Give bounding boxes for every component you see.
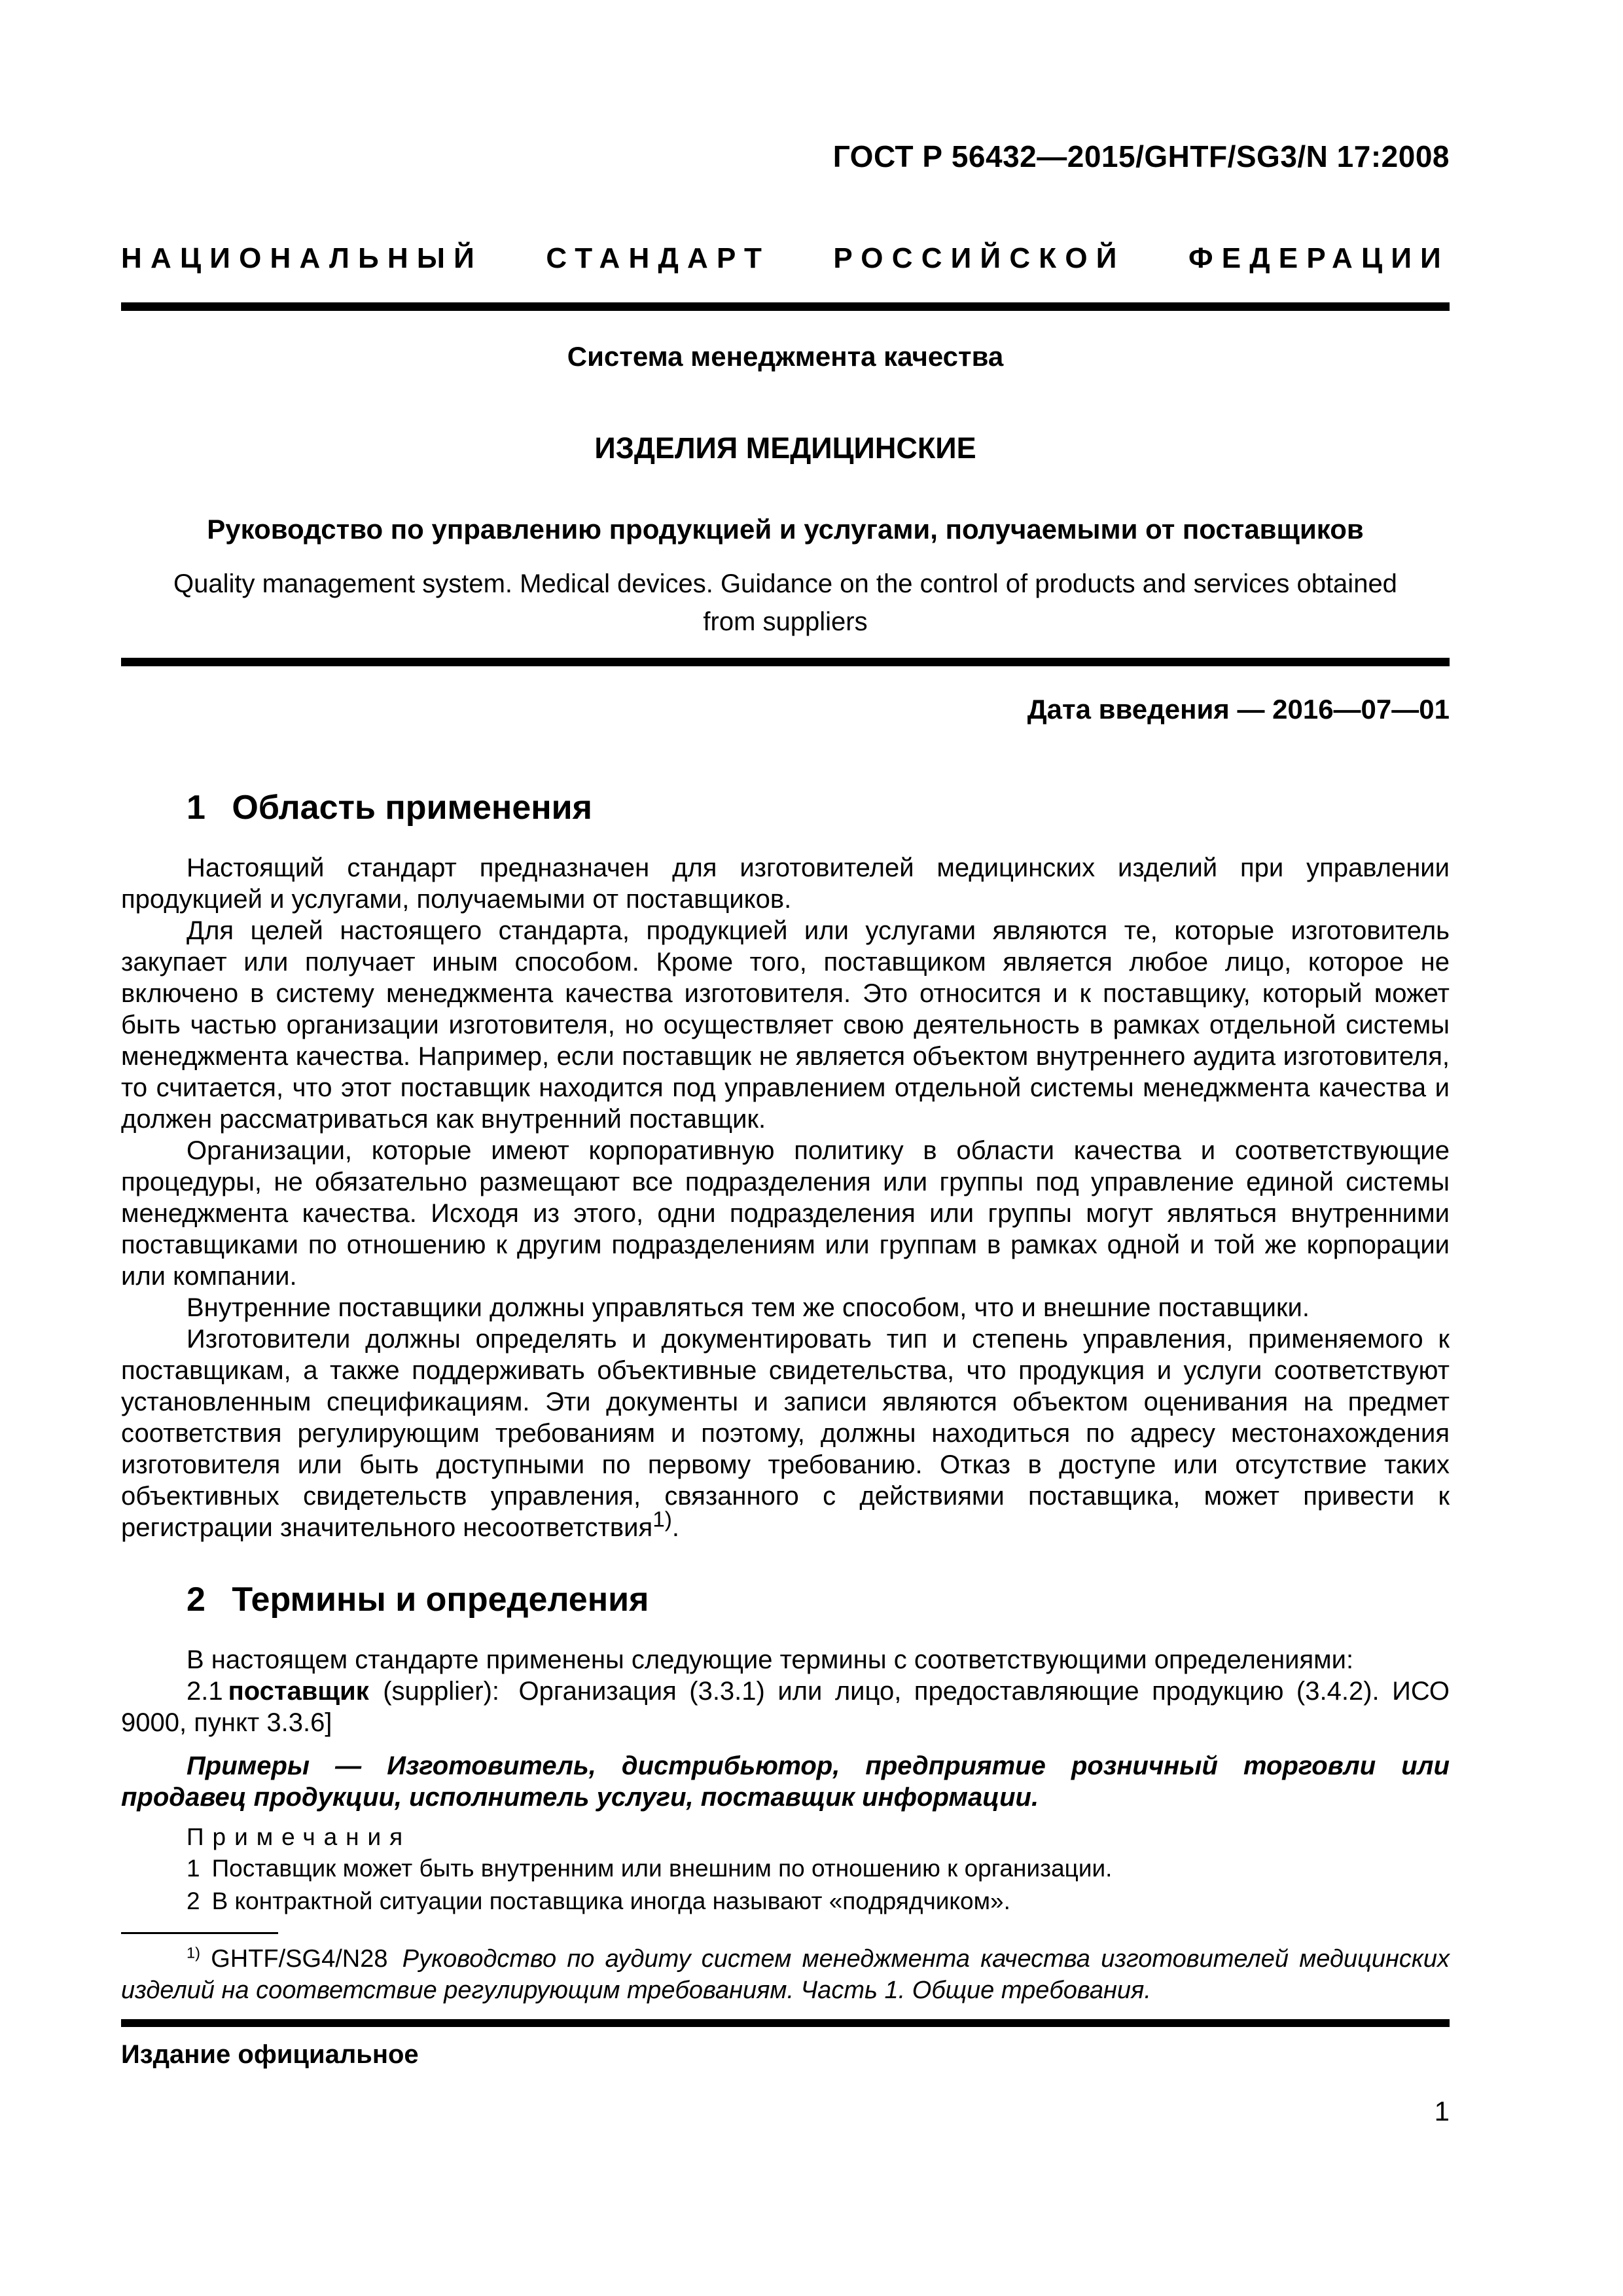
banner-word: ФЕДЕРАЦИИ: [1188, 242, 1450, 274]
note-text: Поставщик может быть внутренним или внешним по отношению к организации.: [211, 1855, 1113, 1882]
paragraph-text: Изготовители должны определять и документировать тип и степень управления, применяемого к поставщикам, а также поддерживать объективные свидетельства, что продукция и услуги соответствуют установленным спецификациям. Эти документы и записи являются объектом оценивания на предмет соответствия регулирующим требованиям и поэтому, должны находиться по адресу местонахождения изготовителя или быть доступными по первому требованию. Отказ в доступе или отсутствие таких объективных свидетельств управления, связанного с действиями поставщика, может привести к регистрации значительного несоответствия: [121, 1325, 1450, 1542]
section-1-paragraph: Настоящий стандарт предназначен для изготовителей медицинских изделий при управлении продукцией и услугами, получаемыми от поставщиков.: [121, 853, 1450, 914]
section-2-heading: [121, 1580, 1450, 1619]
term-english: (supplier):: [383, 1677, 500, 1706]
middle-rule: [121, 658, 1450, 666]
banner-word: СТАНДАРТ: [546, 242, 771, 274]
edition-note: Издание официальное: [121, 2040, 419, 2069]
footnote: [121, 1943, 1450, 2006]
bottom-rule: [121, 2019, 1450, 2027]
section-1-heading: [121, 788, 1450, 827]
page-number: 1: [1434, 2096, 1450, 2126]
footnote-ref: GHTF/SG4/N28: [211, 1945, 388, 1973]
footnote-divider: [121, 1932, 278, 1934]
term-name: поставщик: [228, 1677, 369, 1706]
banner-word: НАЦИОНАЛЬНЫЙ: [121, 242, 484, 274]
term-number: 2.1: [187, 1677, 223, 1706]
section-number: 1: [187, 789, 205, 827]
top-rule: [121, 302, 1450, 311]
section-title: Термины и определения: [232, 1581, 649, 1619]
main-title: ИЗДЕЛИЯ МЕДИЦИНСКИЕ: [594, 431, 976, 465]
footnote-text: Руководство по аудиту систем менеджмента качества изготовителей медицинских изделий на соответствие регулирующим требованиям. Часть 1. Общие требования.: [121, 1945, 1450, 2004]
section-1-paragraph: Организации, которые имеют корпоративную политику в области качества и соответствующие процедуры, не обязательно размещают все подразделения или группы под управление единой системы менеджмента качества. Исходя из этого, одни подразделения или группы могут являться внутренними поставщиками по отношению к другим подразделениям или группам в рамках одной и той же корпорации или компании.: [121, 1136, 1450, 1291]
banner-word: РОССИЙСКОЙ: [833, 242, 1126, 274]
section-1-paragraph: Внутренние поставщики должны управляться тем же способом, что и внешние поставщики.: [187, 1293, 1310, 1322]
note-number: 2: [187, 1888, 200, 1914]
footnote-reference-mark: 1): [652, 1507, 672, 1532]
paragraph-text: .: [671, 1513, 679, 1542]
english-title: Quality management system. Medical devices. Guidance on the control of products and services obtained from suppliers: [173, 569, 1397, 636]
examples-text: Примеры — Изготовитель, дистрибьютор, предприятие розничный торговли или продавец продукции, исполнитель услуги, поставщик информации.: [121, 1751, 1450, 1812]
section-1-paragraph: [121, 1323, 1450, 1543]
term-definition: [121, 1676, 1450, 1738]
section-1-paragraph: Для целей настоящего стандарта, продукцией или услугами являются те, которые изготовитель закупает или получает иным способом. Кроме того, поставщиком является любое лицо, которое не включено в систему менеджмента качества изготовителя. Это относится и к поставщику, который может быть частью организации изготовителя, но осуществляет свою деятельность в рамках отдельной системы менеджмента качества. Например, если поставщик не является объектом внутреннего аудита изготовителя, то считается, что этот поставщик находится под управлением отдельной системы менеджмента качества и должен рассматриваться как внутренний поставщик.: [121, 916, 1450, 1134]
section-title: Область применения: [232, 789, 592, 827]
subject-title: Система менеджмента качества: [567, 341, 1004, 372]
note-text: В контрактной ситуации поставщика иногда называют «подрядчиком».: [211, 1888, 1010, 1914]
note-number: 1: [187, 1855, 200, 1882]
terms-intro: В настоящем стандарте применены следующие термины с соответствующими определениями:: [187, 1645, 1354, 1674]
section-number: 2: [187, 1581, 205, 1619]
section-1-body: [121, 852, 1450, 1543]
note-item: [121, 1854, 1450, 1884]
national-standard-banner: [121, 242, 1450, 275]
subtitle: Руководство по управлению продукцией и услугами, получаемыми от поставщиков: [207, 514, 1364, 545]
doc-code: ГОСТ Р 56432—2015/GHTF/SG3/N 17:2008: [832, 139, 1450, 173]
footnote-marker: 1): [187, 1944, 200, 1962]
term-def-text: Организация (3.3.1) или лицо, предоставляющие продукцию (3.4.2). ИСО 9000, пункт 3.3.6]: [121, 1677, 1450, 1737]
notes-label: Примечания: [187, 1823, 412, 1850]
note-item: [121, 1886, 1450, 1916]
effective-date: Дата введения — 2016—07—01: [1027, 694, 1450, 725]
section-2-body: [121, 1644, 1450, 1916]
